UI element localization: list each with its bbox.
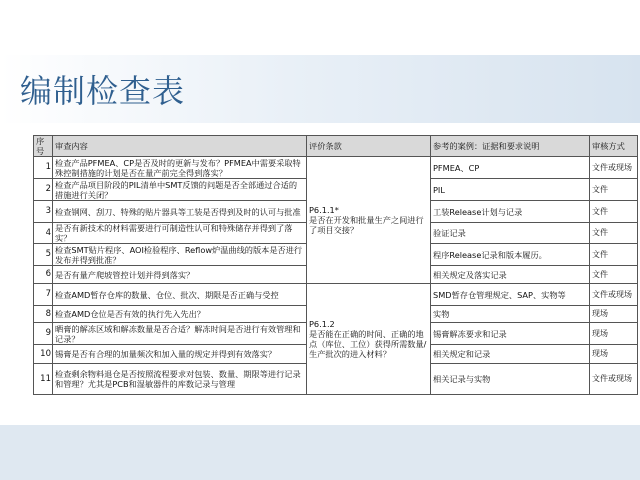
row-method: 文件 — [590, 244, 638, 266]
row-no: 6 — [34, 266, 53, 284]
row-method: 现场 — [590, 345, 638, 364]
row-no: 9 — [34, 323, 53, 345]
row-evidence: PFMEA、CP — [431, 157, 590, 179]
row-no: 4 — [34, 223, 53, 244]
checklist-table — [33, 135, 638, 395]
row-content: 检查产品PFMEA、CP是否及时的更新与发布？PFMEA中需要采取特殊控制措施的计划是否在量产前完全得到落实？ — [53, 157, 307, 179]
row-content: 是否有新技术的材料需要进行可制造性认可和特殊储存并得到了落实？ — [53, 223, 307, 244]
table-header-row — [34, 136, 638, 157]
row-evidence: PIL — [431, 179, 590, 201]
row-evidence: 相关规定及落实记录 — [431, 266, 590, 284]
row-method: 文件 — [590, 223, 638, 244]
clause-cell: P6.1.2 是否能在正确的时间、正确的地点（库位、工位）获得所需数量/生产批次的进入材料？ — [307, 284, 431, 395]
row-method: 文件或现场 — [590, 157, 638, 179]
clause-cell: P6.1.1* 是否在开发和批量生产之间进行了项目交接？ — [307, 157, 431, 284]
row-no: 7 — [34, 284, 53, 306]
row-method: 文件或现场 — [590, 364, 638, 395]
row-no: 1 — [34, 157, 53, 179]
row-method: 文件 — [590, 266, 638, 284]
row-method: 现场 — [590, 323, 638, 345]
header-no: 序号 — [34, 136, 53, 157]
row-evidence: 程序Release记录和版本履历。 — [431, 244, 590, 266]
row-evidence: 验证记录 — [431, 223, 590, 244]
row-no: 2 — [34, 179, 53, 201]
row-no: 5 — [34, 244, 53, 266]
slide-title: 编制检查表 — [20, 72, 186, 110]
row-content: 检查AMD仓位是否有效的执行先入先出？ — [53, 306, 307, 323]
row-content: 检查钢网、刮刀、特殊的贴片器具等工装是否得到及时的认可与批准 — [53, 201, 307, 223]
row-content: 检查AMD暂存仓库的数量、仓位、批次、期限是否正确与受控 — [53, 284, 307, 306]
row-evidence: SMD暂存仓管理规定、SAP、实物等 — [431, 284, 590, 306]
row-content: 是否有量产爬坡管控计划并得到落实？ — [53, 266, 307, 284]
row-method: 文件或现场 — [590, 284, 638, 306]
row-no: 8 — [34, 306, 53, 323]
table-row — [34, 157, 638, 179]
header-evidence: 参考的案例：证据和要求说明 — [431, 136, 590, 157]
row-evidence: 相关规定和记录 — [431, 345, 590, 364]
row-evidence: 工装Release计划与记录 — [431, 201, 590, 223]
row-method: 现场 — [590, 306, 638, 323]
row-content: 检查产品项目阶段的PIL清单中SMT反馈的问题是否全部通过合适的措施进行关闭？ — [53, 179, 307, 201]
row-no: 10 — [34, 345, 53, 364]
row-evidence: 锡膏解冻要求和记录 — [431, 323, 590, 345]
row-content: 检查剩余物料退仓是否按照流程要求对包装、数量、期限等进行记录和管理？尤其是PCB和湿敏器件的库数记录与管理 — [53, 364, 307, 395]
row-evidence: 相关记录与实物 — [431, 364, 590, 395]
header-clause: 评价条款 — [307, 136, 431, 157]
row-evidence: 实物 — [431, 306, 590, 323]
header-content: 审查内容 — [53, 136, 307, 157]
row-no: 3 — [34, 201, 53, 223]
row-no: 11 — [34, 364, 53, 395]
row-method: 文件 — [590, 201, 638, 223]
row-content: 检查SMT贴片程序、AOI检验程序、Reflow炉温曲线的版本是否进行发布并得到批准？ — [53, 244, 307, 266]
row-method: 文件 — [590, 179, 638, 201]
table-row — [34, 284, 638, 306]
bottom-band — [0, 425, 640, 480]
header-method: 审核方式 — [590, 136, 638, 157]
row-content: 晒膏的解冻区域和解冻数量是否合适？解冻时间是否进行有效管理和记录？ — [53, 323, 307, 345]
row-content: 锡膏是否有合理的加量频次和加入量的规定并得到有效落实？ — [53, 345, 307, 364]
